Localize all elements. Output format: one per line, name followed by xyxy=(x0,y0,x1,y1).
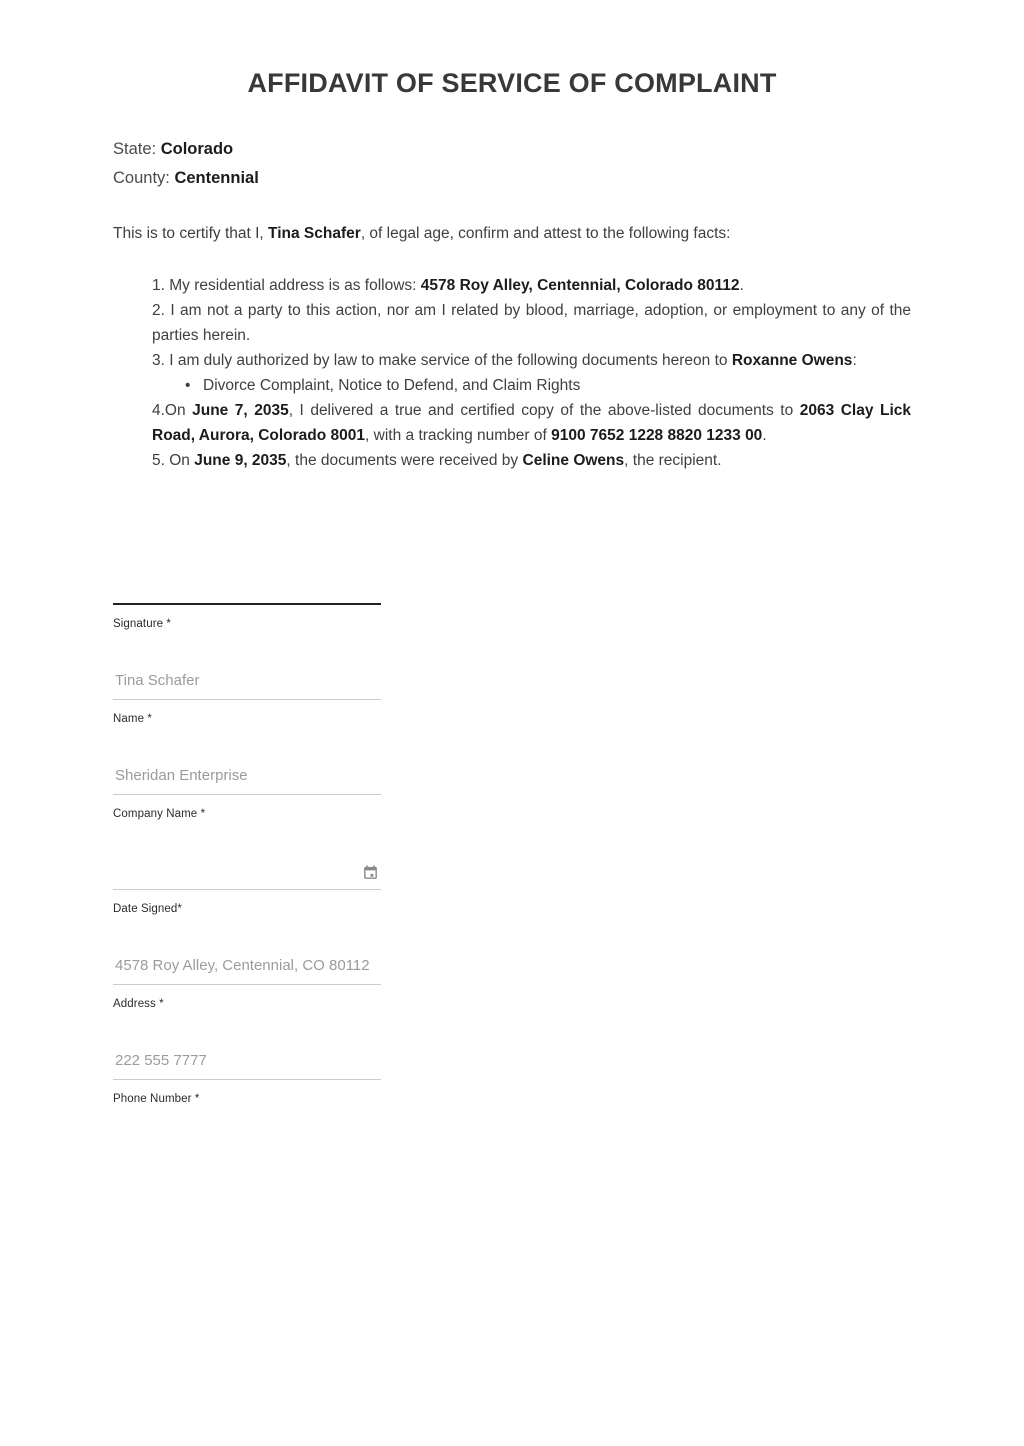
list-item-1: 1. My residential address is as follows: 4578 Roy Alley, Centennial, Colorado 80112. xyxy=(152,277,744,294)
name-label: Name * xyxy=(113,713,152,725)
state-label: State: xyxy=(113,140,157,158)
date-signed-field-group xyxy=(113,856,381,915)
address-field-group xyxy=(113,951,381,1010)
facts-list xyxy=(152,273,911,473)
company-name-input[interactable] xyxy=(113,761,381,795)
list-bullet-item xyxy=(152,373,911,398)
name-input[interactable] xyxy=(113,666,381,700)
list-item-2: 2. I am not a party to this action, nor am I related by blood, marriage, adoption, or employment to any of the parties herein. xyxy=(152,302,911,344)
address-input[interactable] xyxy=(113,951,381,985)
list-item-5: 5. On June 9, 2035, the documents were received by Celine Owens, the recipient. xyxy=(152,452,722,469)
county-label: County: xyxy=(113,169,170,187)
county-value: Centennial xyxy=(174,169,259,187)
phone-number-field-group xyxy=(113,1046,381,1105)
state-value: Colorado xyxy=(160,140,234,158)
bullet-marker: • xyxy=(185,377,191,394)
jurisdiction-block xyxy=(113,135,911,193)
list-item-3: 3. I am duly authorized by law to make service of the following documents hereon to Roxanne Owens: xyxy=(152,352,857,369)
date-signed-label: Date Signed* xyxy=(113,903,182,915)
page-title: AFFIDAVIT OF SERVICE OF COMPLAINT xyxy=(247,68,777,98)
fill-form xyxy=(113,603,381,1105)
signature-area[interactable] xyxy=(113,603,381,605)
signature-label: Signature * xyxy=(113,618,171,630)
county-line xyxy=(113,164,911,193)
certification-intro: This is to certify that I, Tina Schafer, of legal age, confirm and attest to the following facts: xyxy=(113,225,731,242)
address-label: Address * xyxy=(113,998,164,1010)
company-name-field-group xyxy=(113,761,381,820)
name-field-group xyxy=(113,666,381,725)
state-line xyxy=(113,135,911,164)
company-name-label: Company Name * xyxy=(113,808,206,820)
list-item-4: 4.On June 7, 2035, I delivered a true and certified copy of the above-listed documents to 2063 Clay Lick Road, Aurora, Colorado 8001, with a tracking number of 9100 7652 1228 8820 1233 00. xyxy=(152,402,911,444)
phone-number-label: Phone Number * xyxy=(113,1093,200,1105)
calendar-icon[interactable] xyxy=(362,864,379,881)
date-signed-input[interactable] xyxy=(113,856,381,890)
bullet-text: Divorce Complaint, Notice to Defend, and Claim Rights xyxy=(203,377,581,394)
phone-number-input[interactable] xyxy=(113,1046,381,1080)
signature-field-group xyxy=(113,603,381,630)
